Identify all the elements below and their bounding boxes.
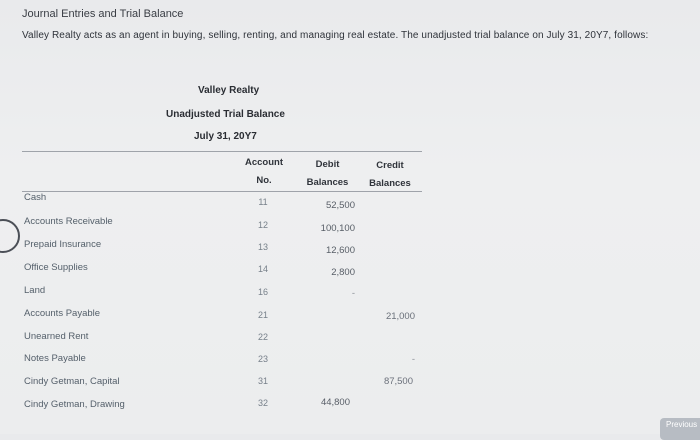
account-number: 11 bbox=[258, 197, 268, 207]
debit-header-1: Debit bbox=[315, 159, 340, 170]
credit-value: 21,000 bbox=[385, 311, 415, 322]
account-number: 13 bbox=[257, 242, 268, 252]
account-name: Unearned Rent bbox=[24, 331, 89, 342]
table-top-rule bbox=[22, 151, 422, 152]
debit-value: 12,600 bbox=[325, 245, 355, 256]
page-title: Journal Entries and Trial Balance bbox=[22, 8, 184, 20]
account-number: 12 bbox=[257, 220, 268, 230]
account-name: Notes Payable bbox=[24, 353, 86, 364]
previous-button[interactable]: Previous bbox=[660, 418, 700, 440]
account-no-header-2: No. bbox=[256, 175, 272, 186]
account-number: 14 bbox=[257, 264, 268, 274]
account-name: Cindy Getman, Drawing bbox=[24, 399, 125, 410]
debit-value: - bbox=[351, 288, 355, 299]
company-name: Valley Realty bbox=[198, 85, 260, 96]
debit-value: 2,800 bbox=[331, 267, 355, 278]
account-number: 21 bbox=[257, 310, 268, 320]
debit-value: 44,800 bbox=[320, 397, 350, 408]
header-bottom-rule bbox=[22, 191, 422, 192]
credit-header-2: Balances bbox=[369, 178, 411, 189]
cursor-circle-marker bbox=[0, 219, 20, 253]
account-name: Accounts Payable bbox=[24, 308, 101, 319]
account-name: Cindy Getman, Capital bbox=[24, 376, 120, 387]
account-name: Land bbox=[24, 285, 46, 296]
problem-intro: Valley Realty acts as an agent in buying, selling, renting, and managing real estate. The unadjusted trial balance on July 31, 20Y7, follows: bbox=[22, 30, 649, 41]
debit-value: 52,500 bbox=[325, 200, 355, 211]
statement-date: July 31, 20Y7 bbox=[194, 131, 257, 142]
account-number: 22 bbox=[257, 332, 268, 342]
debit-header-2: Balances bbox=[306, 177, 349, 188]
credit-value: 87,500 bbox=[383, 376, 413, 387]
account-name: Cash bbox=[24, 192, 47, 203]
account-name: Prepaid Insurance bbox=[24, 239, 102, 250]
debit-value: 100,100 bbox=[320, 223, 355, 234]
account-number: 31 bbox=[257, 376, 268, 386]
account-number: 32 bbox=[257, 398, 268, 408]
account-number: 23 bbox=[257, 354, 268, 364]
account-number: 16 bbox=[257, 287, 268, 297]
statement-name: Unadjusted Trial Balance bbox=[166, 109, 285, 120]
account-name: Accounts Receivable bbox=[24, 216, 113, 227]
credit-header-1: Credit bbox=[376, 160, 404, 171]
account-name: Office Supplies bbox=[24, 262, 88, 273]
credit-value: - bbox=[411, 354, 415, 365]
account-no-header-1: Account bbox=[245, 157, 283, 168]
